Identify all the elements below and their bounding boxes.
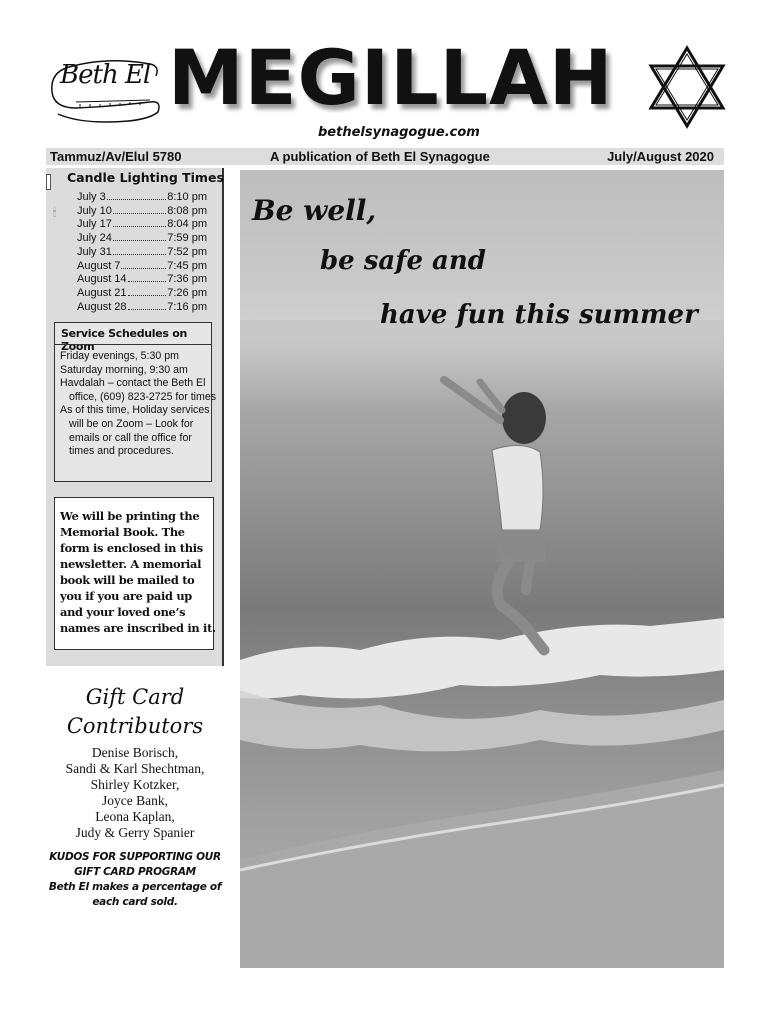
zoom-services-box <box>54 322 217 482</box>
gift-title-line: Gift Card <box>85 685 185 709</box>
gift-title-line: Contributors <box>66 714 204 738</box>
candle-icon: 🕯 <box>53 206 57 219</box>
kudos-line: GIFT CARD PROGRAM <box>74 866 196 878</box>
candle-time: 7:26 pm <box>167 286 207 299</box>
logo-text: Beth El <box>60 60 151 90</box>
list-item <box>77 287 207 301</box>
gift-card-title <box>50 683 220 741</box>
website-url[interactable]: bethelsynagogue.com <box>318 125 480 140</box>
candle-time: 7:36 pm <box>167 273 207 286</box>
candle-date: July 10 <box>77 204 112 217</box>
list-item <box>77 205 207 219</box>
candle-time: 8:10 pm <box>167 191 207 203</box>
candle-date: August 14 <box>77 273 127 286</box>
list-item <box>77 246 207 260</box>
candle-date: August 21 <box>77 286 127 299</box>
candle-time: 7:52 pm <box>167 245 207 258</box>
list-item <box>77 273 207 287</box>
memorial-book-box <box>54 497 214 650</box>
memorial-line: Memorial Book. The <box>60 525 185 539</box>
star-of-david-icon <box>646 44 728 130</box>
zoom-services-text <box>60 350 217 459</box>
beach-photo <box>240 170 724 968</box>
list-item <box>77 260 207 274</box>
candle-time: 8:08 pm <box>167 204 207 217</box>
candle-date: July 31 <box>77 245 112 258</box>
candle-date: July 17 <box>77 218 112 231</box>
info-bar <box>46 148 724 165</box>
memorial-line: names are inscribed in it. <box>60 621 216 635</box>
beth-el-logo <box>46 52 166 132</box>
contributor-name: Leona Kaplan, <box>95 809 175 824</box>
candle-time: 7:16 pm <box>167 300 207 313</box>
memorial-book-text <box>60 508 216 636</box>
contributor-name: Sandi & Karl Shechtman, <box>65 761 205 776</box>
list-item <box>77 301 207 315</box>
memorial-line: We will be printing the <box>60 509 200 523</box>
service-line: As of this time, Holiday services <box>60 404 210 417</box>
candle-date: August 7 <box>77 259 121 272</box>
candle-date: July 3 <box>77 191 106 203</box>
candle-date: July 24 <box>77 232 112 245</box>
candle-time: 8:04 pm <box>167 218 207 231</box>
hebrew-date: Tammuz/Av/Elul 5780 <box>50 149 182 164</box>
service-line: emails or call the office for <box>69 431 192 444</box>
publication-line: A publication of Beth El Synagogue <box>270 149 490 164</box>
candle-lighting-list <box>77 191 207 314</box>
candle-date: August 28 <box>77 300 127 313</box>
contributor-name: Denise Borisch, <box>91 745 179 760</box>
kudos-line: each card sold. <box>92 896 178 908</box>
memorial-line: and your loved one’s <box>60 605 186 619</box>
contributor-name: Joyce Bank, <box>102 793 168 808</box>
memorial-line: you if you are paid up <box>60 589 192 603</box>
candle-time: 7:59 pm <box>167 232 207 245</box>
sidebar-marker <box>46 174 51 190</box>
memorial-line: newsletter. A memorial <box>60 557 202 571</box>
headline-line-2: be safe and <box>320 246 486 276</box>
kudos-note <box>46 850 224 910</box>
headline-line-1: Be well, <box>252 194 377 227</box>
list-item <box>77 232 207 246</box>
memorial-line: form is enclosed in this <box>60 541 203 555</box>
service-line: times and procedures. <box>69 445 174 458</box>
headline-line-3: have fun this summer <box>380 300 698 330</box>
service-line: Friday evenings, 5:30 pm <box>60 350 179 362</box>
service-line: Saturday morning, 9:30 am <box>60 363 188 376</box>
kudos-line: Beth El makes a percentage of <box>48 881 222 893</box>
gift-card-contributors <box>50 745 220 841</box>
contributor-name: Shirley Kotzker, <box>90 777 180 792</box>
list-item <box>77 218 207 232</box>
kudos-line: KUDOS FOR SUPPORTING OUR <box>49 851 221 863</box>
newsletter-title: MEGILLAH <box>168 33 614 122</box>
issue-date: July/August 2020 <box>607 149 714 164</box>
candle-time: 7:45 pm <box>167 259 207 272</box>
service-line: Havdalah – contact the Beth El <box>60 377 206 390</box>
candle-lighting-heading: Candle Lighting Times <box>67 170 224 185</box>
service-line: office, (609) 823-2725 for times <box>69 390 217 403</box>
list-item <box>77 191 207 205</box>
zoom-services-heading: Service Schedules on Zoom <box>61 327 187 353</box>
contributor-name: Judy & Gerry Spanier <box>75 825 195 840</box>
memorial-line: book will be mailed to <box>60 573 195 587</box>
service-line: will be on Zoom – Look for <box>69 417 194 430</box>
